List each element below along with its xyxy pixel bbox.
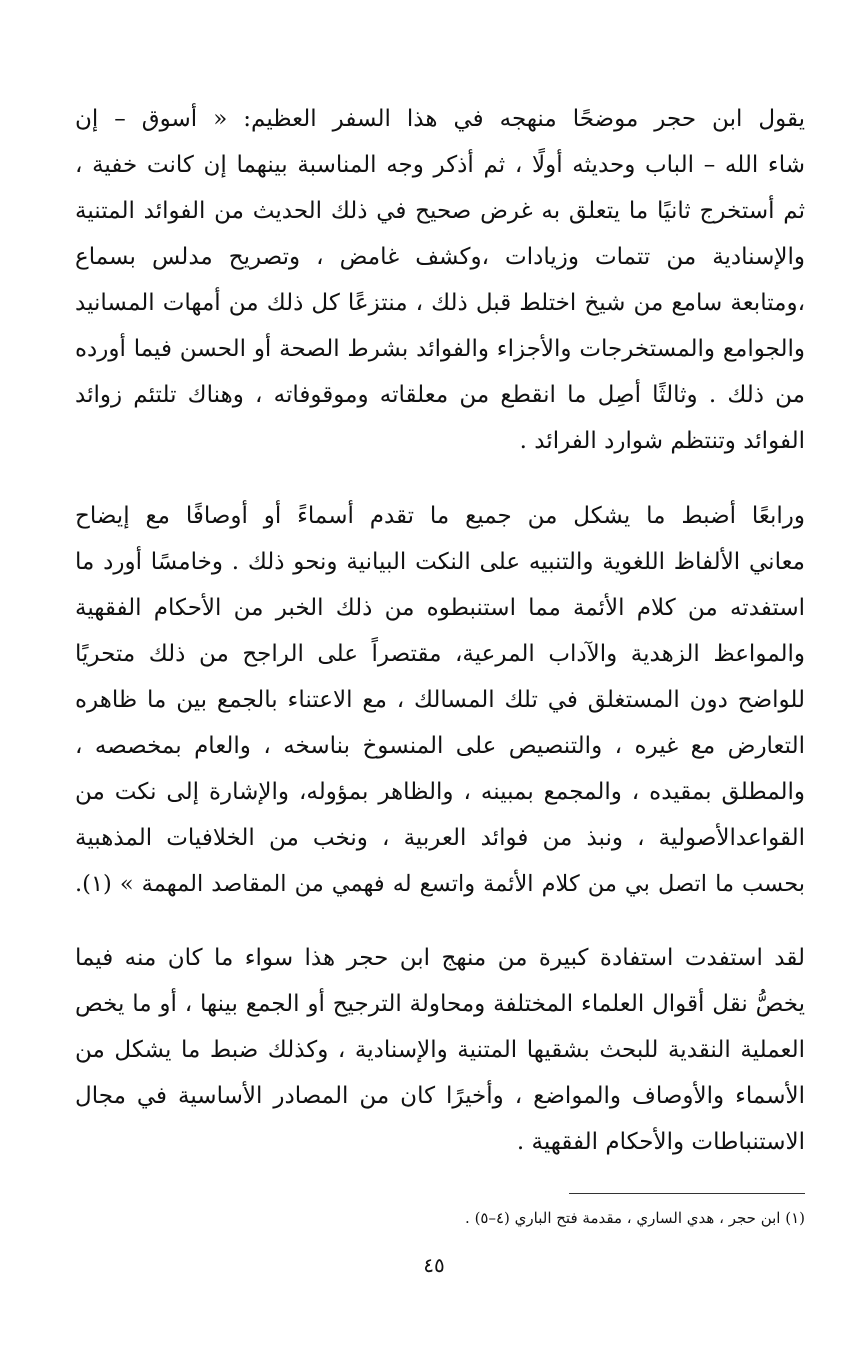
text-line: الأسماء والأوصاف والمواضع ، وأخيرًا كان من المصادر الأساسية في مجال [75, 1083, 805, 1109]
text-line: والإسنادية من تتمات وزيادات ،وكشف غامض ، وتصريح مدلس بسماع [75, 244, 805, 270]
text-line: ،ومتابعة سامع من شيخ اختلط قبل ذلك ، منتزعًا كل ذلك من أمهات المسانيد [75, 290, 805, 316]
text-line: الفوائد وتنتظم شوارد الفرائد . [519, 428, 805, 454]
text-line: والمطلق بمقيده ، والمجمع بمبينه ، والظاهر بمؤوله، والإشارة إلى نكت من [75, 779, 805, 805]
text-line: للواضح دون المستغلق في تلك المسالك ، مع الاعتناء بالجمع بين ما ظاهره [75, 687, 805, 713]
paragraph-2 [75, 493, 805, 907]
paragraph-1 [75, 96, 805, 464]
text-line: معاني الألفاظ اللغوية والتنبيه على النكت البيانية ونحو ذلك . وخامسًا أورد ما [75, 549, 805, 575]
text-line: التعارض مع غيره ، والتنصيص على المنسوخ بناسخه ، والعام بمخصصه ، [75, 733, 805, 759]
text-line: ثم أستخرج ثانيًا ما يتعلق به غرض صحيح في ذلك الحديث من الفوائد المتنية [75, 198, 805, 224]
text-line: يخصُّ نقل أقوال العلماء المختلفة ومحاولة الترجيح أو الجمع بينها ، أو ما يخص [75, 991, 805, 1017]
text-line: العملية النقدية للبحث بشقيها المتنية والإسنادية ، وكذلك ضبط ما يشكل من [75, 1037, 805, 1063]
text-line: يقول ابن حجر موضحًا منهجه في هذا السفر العظيم: « أسوق – إن [75, 106, 805, 132]
text-line: شاء الله – الباب وحديثه أولًا ، ثم أذكر وجه المناسبة بينهما إن كانت خفية ، [75, 152, 805, 178]
text-line: والجوامع والمستخرجات والأجزاء والفوائد بشرط الصحة أو الحسن فيما أورده [75, 336, 806, 362]
text-line: استفدته من كلام الأئمة مما استنبطوه من ذلك الخبر من الأحكام الفقهية [75, 595, 805, 621]
text-line: ورابعًا أضبط ما يشكل من جميع ما تقدم أسماءً أو أوصافًا مع إيضاح [75, 503, 805, 529]
text-line: بحسب ما اتصل بي من كلام الأئمة واتسع له فهمي من المقاصد المهمة » (١). [75, 871, 805, 897]
text-line: لقد استفدت استفادة كبيرة من منهج ابن حجر هذا سواء ما كان منه فيما [75, 945, 805, 971]
footnote: (١) ابن حجر ، هدي الساري ، مقدمة فتح الباري (٤–٥) . [465, 1209, 805, 1227]
footnote-divider [569, 1193, 805, 1194]
text-line: والمواعظ الزهدية والآداب المرعية، مقتصراً على الراجح من ذلك متحريًا [75, 641, 805, 667]
text-line: من ذلك . وثالثًا أصِل ما انقطع من معلقاته وموقوفاته ، وهناك تلتئم زوائد [75, 382, 805, 408]
page-number: ٤٥ [423, 1253, 445, 1277]
text-line: الاستنباطات والأحكام الفقهية . [516, 1129, 805, 1155]
paragraph-3 [75, 935, 805, 1165]
text-line: القواعدالأصولية ، ونبذ من فوائد العربية ، ونخب من الخلافيات المذهبية [75, 825, 805, 851]
